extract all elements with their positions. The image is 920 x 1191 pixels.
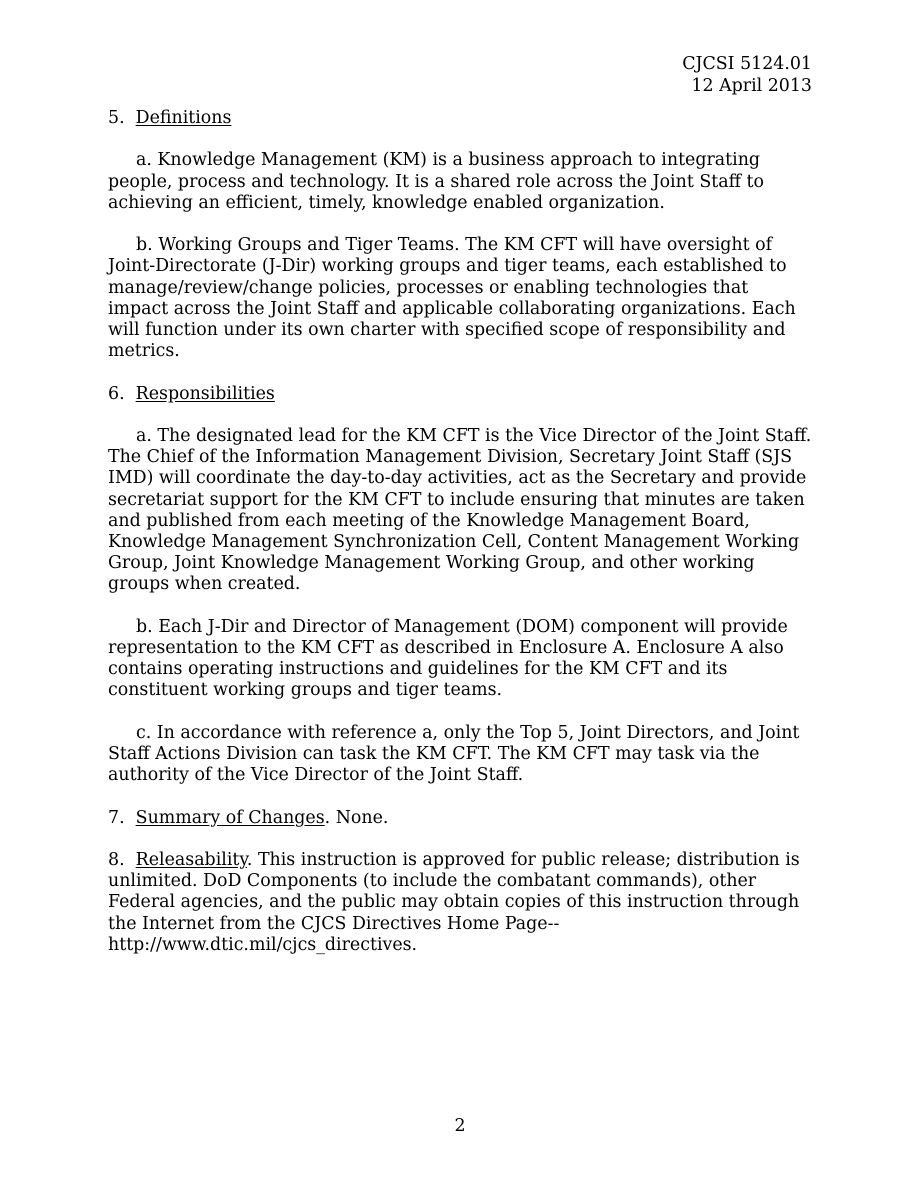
section-number: 5. xyxy=(108,108,125,128)
section-6-heading xyxy=(108,384,812,405)
section-title: Responsibilities xyxy=(135,383,275,404)
section-5a-paragraph: a. Knowledge Management (KM) is a business approach to integrating people, process and technology. It is a shared role across the Joint Staff to achieving an efficient, timely, knowledge enabled organization. xyxy=(108,150,764,213)
section-6b-paragraph: b. Each J-Dir and Director of Management (DOM) component will provide representation to the KM CFT as described in Enclosure A. Enclosure A also contains operating instructions and guidelines for the KM CFT and its constituent working groups and tiger teams. xyxy=(108,616,788,701)
section-8-paragraph xyxy=(108,850,812,956)
page-number: 2 xyxy=(454,1116,466,1136)
section-7-paragraph xyxy=(108,808,812,829)
section-6c-paragraph: c. In accordance with reference a, only the Top 5, Joint Directors, and Joint Staff Actions Division can task the KM CFT. The KM CFT may task via the authority of the Vice Director of the Joint Staff. xyxy=(108,722,800,786)
document-body xyxy=(108,108,812,977)
section-title: Definitions xyxy=(135,108,232,128)
section-number: 7. xyxy=(108,807,125,828)
directives-url: http://www.dtic.mil/cjcs_directives. xyxy=(108,934,418,955)
section-6a-paragraph: a. The designated lead for the KM CFT is the Vice Director of the Joint Staff. The Chief of the Information Management Division, Secretary Joint Staff (SJS IMD) will coordinate the day-to-day activities, act as the Secretary and provide secretariat support for the KM CFT to include ensuring that minutes are taken and published from each meeting of the Knowledge Management Board, Knowledge Management Synchronization Cell, Content Management Working Group, Joint Knowledge Management Working Group, and other working groups when created. xyxy=(108,425,812,595)
document-date: 12 April 2013 xyxy=(691,75,812,96)
section-number: 6. xyxy=(108,383,125,404)
section-number: 8. xyxy=(108,849,125,870)
section-5-heading xyxy=(108,108,812,129)
section-text: . None. xyxy=(324,807,389,828)
section-title: Releasability xyxy=(135,849,247,870)
section-title: Summary of Changes xyxy=(135,807,325,828)
document-id: CJCSI 5124.01 xyxy=(682,54,812,74)
section-5b-paragraph: b. Working Groups and Tiger Teams. The KM CFT will have oversight of Joint-Directorate (J-Dir) working groups and tiger teams, each established to manage/review/change policies, processes or enabling technologies that impact across the Joint Staff and applicable collaborating organizations. Each will function under its own charter with specified scope of responsibility and metrics. xyxy=(108,235,796,362)
document-header xyxy=(682,54,812,97)
section-text: . This instruction is approved for public release; distribution is unlimited. DoD Components (to include the combatant commands), other Federal agencies, and the public may obtain copies of this instruction through the Internet from the CJCS Directives Home Page-- xyxy=(108,849,800,934)
